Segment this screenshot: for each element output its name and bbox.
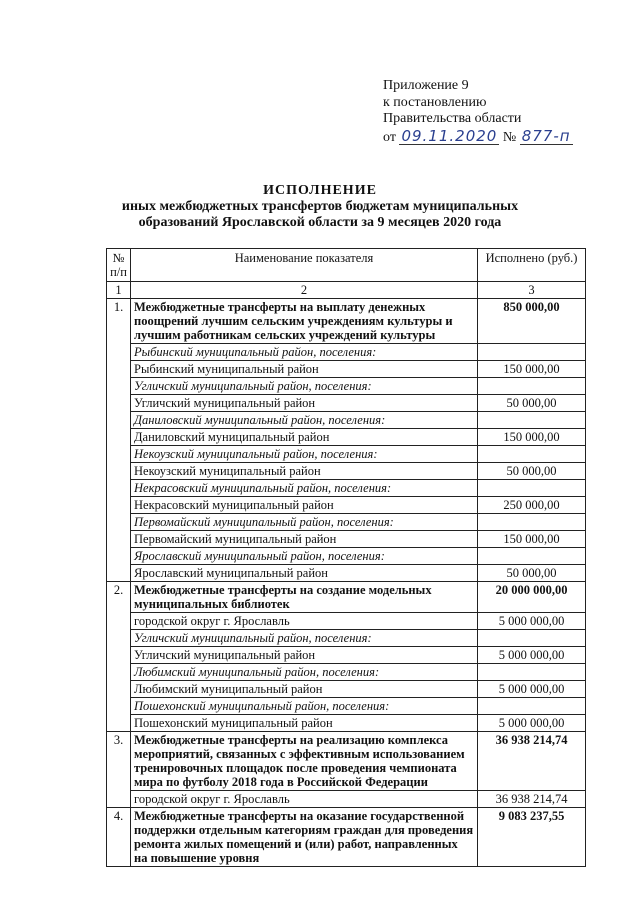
table-row-group [107,548,586,565]
table-row [107,613,586,630]
section-amount: 36 938 214,74 [478,732,586,791]
amount-cell [478,446,586,463]
amount-cell [478,514,586,531]
table-row [107,791,586,808]
handwritten-date: 09.11.2020 [401,126,498,145]
recipient-name: Некрасовский муниципальный район [131,497,478,514]
group-label: Некоузский муниципальный район, поселения: [131,446,478,463]
amount-cell [478,698,586,715]
amount-cell: 5 000 000,00 [478,647,586,664]
table-row-section [107,732,586,791]
group-label: Пошехонский муниципальный район, поселения: [131,698,478,715]
recipient-name: Ярославский муниципальный район [131,565,478,582]
number-prefix: № [502,129,517,145]
group-label: Любимский муниципальный район, поселения: [131,664,478,681]
table-colnum-row [107,282,586,299]
table-row-group [107,630,586,647]
table-row [107,531,586,548]
amount-cell [478,480,586,497]
group-label: Угличский муниципальный район, поселения: [131,378,478,395]
table-row-group [107,480,586,497]
table-row-group [107,664,586,681]
colnum-3: 3 [478,282,586,299]
amount-cell [478,630,586,647]
table-row-group [107,446,586,463]
amount-cell [478,664,586,681]
section-amount: 9 083 237,55 [478,808,586,867]
group-label: Ярославский муниципальный район, поселения: [131,548,478,565]
title-line-1: ИСПОЛНЕНИЕ [263,183,377,198]
recipient-name: Любимский муниципальный район [131,681,478,698]
section-amount: 20 000 000,00 [478,582,586,613]
section-title: Межбюджетные трансферты на оказание государственной поддержки отдельным категориям граждан для проведения ремонта жилых помещений и (или) работ, направленных на повышение уровня [131,808,478,867]
group-label: Первомайский муниципальный район, поселения: [131,514,478,531]
handwritten-number: 877-п [521,126,571,145]
colnum-2: 2 [131,282,478,299]
section-title: Межбюджетные трансферты на выплату денежных поощрений лучшим сельским учреждениям культуры и лучшим работникам сельских учреждений культуры [131,299,478,344]
table-row-group [107,698,586,715]
amount-cell [478,548,586,565]
group-label: Рыбинский муниципальный район, поселения: [131,344,478,361]
section-title: Межбюджетные трансферты на реализацию комплекса мероприятий, связанных с эффективным использованием тренировочных площадок после проведения чемпионата мира по футболу 2018 года в Российской Федерации [131,732,478,791]
table-header-row [107,249,586,282]
table-row-group [107,378,586,395]
header-name: Наименование показателя [131,249,478,282]
recipient-name: Первомайский муниципальный район [131,531,478,548]
table-row [107,681,586,698]
transfers-table [106,248,586,867]
table-row [107,361,586,378]
recipient-name: Даниловский муниципальный район [131,429,478,446]
appendix-line-3: Правительства области [383,111,522,126]
table-body [107,299,586,867]
amount-cell: 250 000,00 [478,497,586,514]
table-row [107,497,586,514]
appendix-line-2: к постановлению [383,94,487,110]
amount-cell: 36 938 214,74 [478,791,586,808]
amount-cell [478,378,586,395]
recipient-name: городской округ г. Ярославль [131,613,478,630]
group-label: Даниловский муниципальный район, поселения: [131,412,478,429]
recipient-name: Пошехонский муниципальный район [131,715,478,732]
amount-cell: 5 000 000,00 [478,681,586,698]
recipient-name: Некоузский муниципальный район [131,463,478,480]
amount-cell: 150 000,00 [478,429,586,446]
row-number: 1. [107,299,131,582]
amount-cell: 5 000 000,00 [478,613,586,630]
appendix-line-1: Приложение 9 [383,78,469,93]
amount-cell: 50 000,00 [478,395,586,412]
table-row [107,429,586,446]
row-number: 2. [107,582,131,732]
table-row [107,463,586,480]
date-prefix: от [383,129,396,145]
section-title: Межбюджетные трансферты на создание модельных муниципальных библиотек [131,582,478,613]
row-number: 3. [107,732,131,808]
table-row-group [107,412,586,429]
table-row-section [107,299,586,344]
appendix-block [383,78,573,146]
title-line-2: иных межбюджетных трансфертов бюджетам муниципальных [121,199,519,214]
table-row-section [107,582,586,613]
row-number: 4. [107,808,131,867]
recipient-name: городской округ г. Ярославль [131,791,478,808]
recipient-name: Угличский муниципальный район [131,395,478,412]
group-label: Некрасовский муниципальный район, поселения: [131,480,478,497]
title-line-3: образований Ярославской области за 9 месяцев 2020 года [138,215,502,230]
section-amount: 850 000,00 [478,299,586,344]
amount-cell: 150 000,00 [478,361,586,378]
table-row [107,647,586,664]
table-row-section [107,808,586,867]
table-row-group [107,344,586,361]
group-label: Угличский муниципальный район, поселения: [131,630,478,647]
recipient-name: Рыбинский муниципальный район [131,361,478,378]
header-amount: Исполнено (руб.) [478,249,586,282]
document-title [0,183,640,231]
table-row [107,395,586,412]
amount-cell: 150 000,00 [478,531,586,548]
amount-cell [478,344,586,361]
amount-cell [478,412,586,429]
amount-cell: 50 000,00 [478,463,586,480]
table-row [107,565,586,582]
colnum-1: 1 [107,282,131,299]
appendix-date-line [383,128,573,147]
amount-cell: 50 000,00 [478,565,586,582]
amount-cell: 5 000 000,00 [478,715,586,732]
recipient-name: Угличский муниципальный район [131,647,478,664]
header-num: № п/п [107,249,131,282]
table-row-group [107,514,586,531]
table-row [107,715,586,732]
